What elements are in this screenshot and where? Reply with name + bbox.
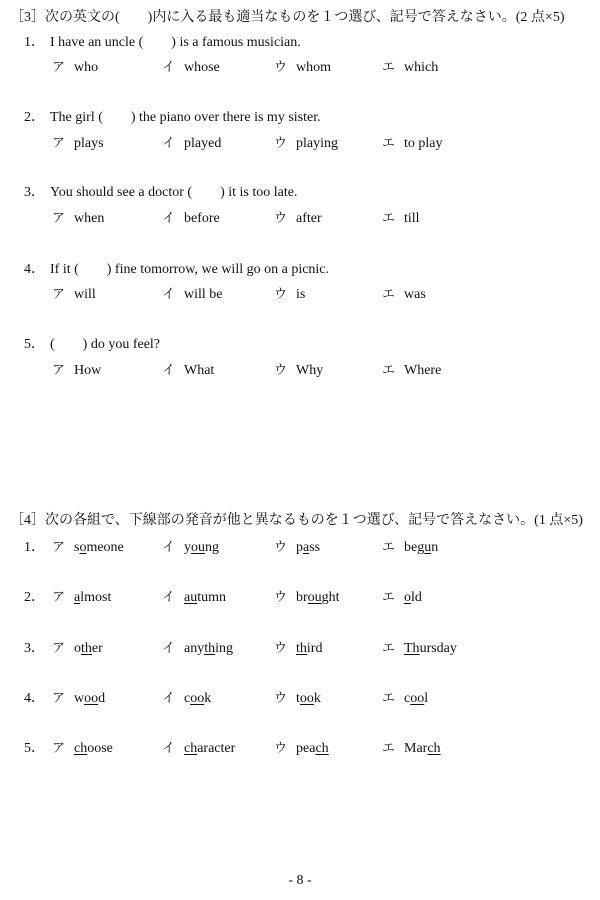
- option-text: who: [74, 60, 99, 75]
- question-3-3: [24, 181, 297, 201]
- word-underlined: o: [79, 540, 87, 555]
- option-label: イ: [162, 287, 176, 302]
- option-a[interactable]: [52, 56, 98, 76]
- option-c[interactable]: [274, 283, 305, 303]
- word-pre: pea: [296, 741, 316, 756]
- word-post: k: [313, 691, 321, 706]
- word-pre: s: [74, 540, 80, 555]
- word-underlined: oo: [84, 691, 99, 706]
- section-4-title: ［4］次の各組で、下線部の発音が他と異なるものを１つ選び、記号で答えなさい。(1 点×5): [10, 513, 583, 528]
- word-underlined: a: [303, 540, 310, 555]
- word-post: aracter: [197, 741, 236, 756]
- option-text: after: [296, 211, 322, 226]
- word-post: ght: [321, 590, 340, 605]
- question-number: 5．: [24, 741, 45, 756]
- option-label: ウ: [274, 60, 288, 75]
- question-number: 4．: [24, 691, 45, 706]
- option-d[interactable]: [382, 207, 420, 227]
- word-post: n: [431, 540, 439, 555]
- option-text: is: [296, 287, 306, 302]
- options-3-2: [0, 132, 600, 152]
- item-4-2: [0, 586, 600, 606]
- question-number: 3．: [24, 641, 45, 656]
- word-underlined: o: [404, 590, 411, 605]
- word-underlined: oo: [410, 691, 425, 706]
- word-underlined: a: [74, 590, 81, 605]
- item-4-4: [0, 687, 600, 707]
- option-text: to play: [404, 136, 443, 151]
- option-label: エ: [382, 60, 396, 75]
- option-text: till: [404, 211, 420, 226]
- option-text: played: [184, 136, 222, 151]
- word-pre: c: [404, 691, 411, 706]
- word-underlined: ou: [191, 540, 205, 555]
- option-c[interactable]: [274, 207, 322, 227]
- option-a[interactable]: [52, 359, 101, 379]
- option-c[interactable]: [274, 359, 323, 379]
- option-c[interactable]: [274, 737, 329, 757]
- option-label: ア: [52, 363, 66, 378]
- option-text: Where: [404, 363, 442, 378]
- option-label: イ: [162, 741, 176, 756]
- word-post: ursday: [419, 641, 457, 656]
- option-a[interactable]: [52, 687, 105, 707]
- word-pre: beg: [404, 540, 425, 555]
- option-label: ア: [52, 136, 66, 151]
- question-number: 5．: [24, 337, 45, 352]
- option-label: ウ: [274, 287, 288, 302]
- option-label: ア: [52, 60, 66, 75]
- page-number: - 8 -: [288, 873, 312, 888]
- option-c[interactable]: [274, 687, 321, 707]
- word-underlined: ch: [184, 741, 198, 756]
- option-label: エ: [382, 136, 396, 151]
- option-text: What: [184, 363, 215, 378]
- option-label: イ: [162, 540, 176, 555]
- section-3-title: ［3］次の英文の( )内に入る最も適当なものを１つ選び、記号で答えなさい。(2 点×5): [10, 10, 565, 25]
- word-underlined: u: [424, 540, 432, 555]
- option-b[interactable]: [162, 283, 223, 303]
- option-d[interactable]: [382, 359, 441, 379]
- option-label: イ: [162, 590, 176, 605]
- option-b[interactable]: [162, 687, 211, 707]
- word-post: er: [91, 641, 103, 656]
- word-post: meone: [86, 540, 124, 555]
- option-label: エ: [382, 211, 396, 226]
- option-label: ウ: [274, 136, 288, 151]
- question-number: 4．: [24, 262, 45, 277]
- question-3-4: [24, 258, 329, 278]
- option-text: before: [184, 211, 220, 226]
- option-d[interactable]: [382, 536, 438, 556]
- question-number: 1．: [24, 540, 45, 555]
- option-d[interactable]: [382, 283, 426, 303]
- option-b[interactable]: [162, 637, 233, 657]
- option-a[interactable]: [52, 737, 113, 757]
- question-number: 1．: [24, 35, 45, 50]
- option-label: ア: [52, 540, 66, 555]
- word-underlined: ch: [74, 741, 88, 756]
- option-label: ア: [52, 287, 66, 302]
- option-label: イ: [162, 211, 176, 226]
- option-c[interactable]: [274, 56, 331, 76]
- question-number: 3．: [24, 185, 45, 200]
- word-pre: br: [296, 590, 308, 605]
- option-c[interactable]: [274, 132, 338, 152]
- options-3-5: [0, 359, 600, 379]
- option-label: ア: [52, 211, 66, 226]
- word-post: l: [424, 691, 429, 706]
- word-post: ing: [215, 641, 233, 656]
- option-b[interactable]: [162, 586, 226, 606]
- option-text: which: [404, 60, 439, 75]
- option-label: ウ: [274, 590, 288, 605]
- option-label: エ: [382, 741, 396, 756]
- option-label: イ: [162, 60, 176, 75]
- option-label: イ: [162, 363, 176, 378]
- option-d[interactable]: [382, 687, 428, 707]
- option-b[interactable]: [162, 132, 221, 152]
- item-4-5: [0, 737, 600, 757]
- word-post: k: [204, 691, 212, 706]
- word-pre: any: [184, 641, 205, 656]
- option-label: ア: [52, 741, 66, 756]
- options-3-3: [0, 207, 600, 227]
- option-b[interactable]: [162, 56, 220, 76]
- option-d[interactable]: [382, 586, 422, 606]
- option-label: ウ: [274, 741, 288, 756]
- word-pre: p: [296, 540, 303, 555]
- option-text: whom: [296, 60, 331, 75]
- option-label: エ: [382, 287, 396, 302]
- word-underlined: au: [184, 590, 198, 605]
- options-3-4: [0, 283, 600, 303]
- word-pre: w: [74, 691, 85, 706]
- option-label: エ: [382, 590, 396, 605]
- option-label: ウ: [274, 363, 288, 378]
- word-post: tumn: [197, 590, 226, 605]
- word-pre: Mar: [404, 741, 428, 756]
- question-text: I have an uncle ( ) is a famous musician.: [50, 35, 301, 50]
- option-label: ア: [52, 590, 66, 605]
- word-post: d: [98, 691, 106, 706]
- option-label: エ: [382, 691, 396, 706]
- question-3-5: [24, 333, 160, 353]
- word-underlined: Th: [404, 641, 420, 656]
- word-post: ld: [411, 590, 422, 605]
- option-c[interactable]: [274, 637, 322, 657]
- word-pre: t: [296, 691, 300, 706]
- option-label: ウ: [274, 641, 288, 656]
- option-a[interactable]: [52, 536, 124, 556]
- option-text: will: [74, 287, 96, 302]
- option-b[interactable]: [162, 536, 219, 556]
- word-underlined: th: [296, 641, 307, 656]
- option-a[interactable]: [52, 283, 96, 303]
- option-text: will be: [184, 287, 223, 302]
- option-label: ア: [52, 641, 66, 656]
- option-d[interactable]: [382, 737, 441, 757]
- option-b[interactable]: [162, 359, 214, 379]
- question-number: 2．: [24, 590, 45, 605]
- option-d[interactable]: [382, 56, 438, 76]
- option-text: when: [74, 211, 105, 226]
- word-post: lmost: [80, 590, 112, 605]
- option-d[interactable]: [382, 132, 443, 152]
- option-text: Why: [296, 363, 324, 378]
- option-label: イ: [162, 641, 176, 656]
- option-c[interactable]: [274, 536, 320, 556]
- option-a[interactable]: [52, 132, 104, 152]
- question-text: You should see a doctor ( ) it is too late.: [50, 185, 298, 200]
- option-a[interactable]: [52, 586, 111, 606]
- word-underlined: th: [204, 641, 216, 656]
- word-underlined: oo: [190, 691, 205, 706]
- question-text: The girl ( ) the piano over there is my sister.: [50, 110, 321, 125]
- word-pre: y: [184, 540, 191, 555]
- word-underlined: ch: [427, 741, 441, 756]
- option-label: ウ: [274, 540, 288, 555]
- option-b[interactable]: [162, 207, 220, 227]
- word-underlined: th: [81, 641, 92, 656]
- word-underlined: oo: [299, 691, 314, 706]
- option-label: イ: [162, 136, 176, 151]
- option-text: How: [74, 363, 102, 378]
- option-text: whose: [184, 60, 220, 75]
- word-post: ss: [309, 540, 321, 555]
- word-pre: c: [184, 691, 191, 706]
- word-post: oose: [87, 741, 113, 756]
- option-text: playing: [296, 136, 338, 151]
- option-c[interactable]: [274, 586, 340, 606]
- option-a[interactable]: [52, 637, 103, 657]
- question-text: If it ( ) fine tomorrow, we will go on a picnic.: [50, 262, 330, 277]
- option-label: エ: [382, 641, 396, 656]
- option-text: plays: [74, 136, 104, 151]
- option-label: ウ: [274, 211, 288, 226]
- option-label: ア: [52, 691, 66, 706]
- question-3-1: [24, 31, 301, 51]
- question-3-2: [24, 106, 321, 126]
- option-d[interactable]: [382, 637, 457, 657]
- options-3-1: [0, 56, 600, 76]
- option-label: エ: [382, 363, 396, 378]
- item-4-3: [0, 637, 600, 657]
- word-underlined: ch: [315, 741, 329, 756]
- word-post: ird: [306, 641, 323, 656]
- item-4-1: [0, 536, 600, 556]
- question-number: 2．: [24, 110, 45, 125]
- option-a[interactable]: [52, 207, 104, 227]
- question-text: ( ) do you feel?: [50, 337, 161, 352]
- word-post: ng: [205, 540, 219, 555]
- option-label: イ: [162, 691, 176, 706]
- word-pre: o: [74, 641, 81, 656]
- option-b[interactable]: [162, 737, 235, 757]
- option-text: was: [404, 287, 426, 302]
- option-label: ウ: [274, 691, 288, 706]
- option-label: エ: [382, 540, 396, 555]
- word-underlined: ou: [307, 590, 322, 605]
